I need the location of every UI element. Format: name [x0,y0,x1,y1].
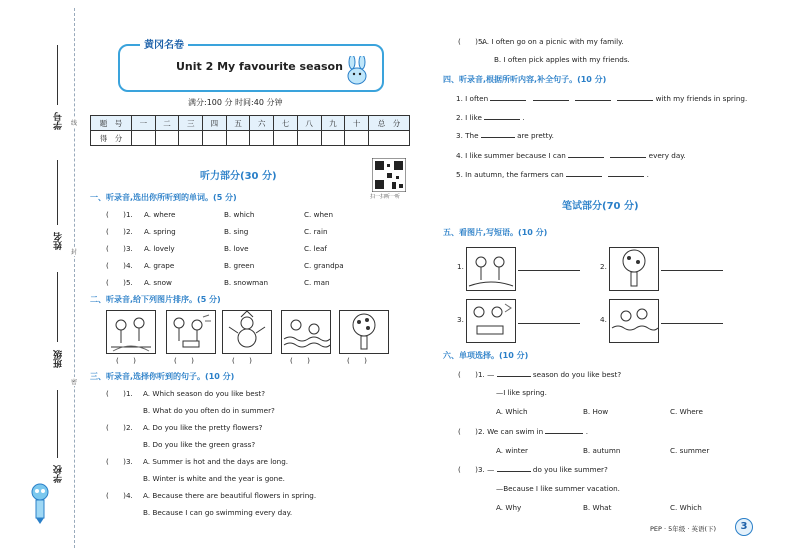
answer-blank[interactable] [484,119,520,120]
reply-text: —I like spring. [496,388,547,397]
student-id-line [57,45,58,105]
answer-blank[interactable] [490,100,526,101]
option-a: A. Do you like the pretty flowers? [143,423,263,432]
sentence-start: 5. In autumn, the farmers can [456,170,564,179]
pic-number: 4. [600,315,607,324]
qr-caption: 扫一扫听一听 [370,194,401,200]
section-1-title: 一、听录音,选出你所听到的单词。(5 分) [90,193,237,202]
picture-3 [222,310,272,354]
answer-paren-1[interactable]: ( ) [116,356,136,365]
table-cell: 十 [345,116,369,131]
cut-mark-secret: 密 [71,379,78,386]
option-b: B. Do you like the green grass? [143,440,256,449]
option-c: C. Which [670,503,702,512]
school-line [57,390,58,458]
option-b: B. green [224,261,255,270]
option-b: B. Because I can go swimming every day. [143,508,293,517]
fill-line-3 [456,131,554,140]
score-cell[interactable] [203,131,227,146]
option-a: A. Summer is hot and the days are long. [143,457,289,466]
picture-2 [166,310,216,354]
sentence-start: 3. The [456,131,479,140]
pic-number: 1. [457,262,464,271]
table-cell: 一 [132,116,156,131]
option-c: C. summer [670,446,710,455]
kids-flying-kites-picture-icon [467,248,515,290]
option-a: A. Why [496,503,522,512]
table-cell: 九 [321,116,345,131]
question-number: ( )2. [106,227,133,236]
option-a: A. snow [144,278,172,287]
page-number: 3 [735,518,753,536]
option-a: A. lovely [144,244,175,253]
table-cell: 得 分 [91,131,132,146]
fill-line-4 [456,151,686,160]
option-a: A. Which [496,407,528,416]
listening-title: 听力部分(30 分) [200,171,277,182]
student-id-label: 学号 [54,112,64,130]
class-label: 班级 [54,350,64,368]
phrase-picture-4 [609,299,659,343]
picture-5 [339,310,389,354]
question-number: ( )5. [106,278,133,287]
question-text: season do you like best? [532,370,622,379]
option-c: C. Where [670,407,703,416]
score-info: 满分:100 分 时间:40 分钟 [188,98,283,107]
brand-logo: 黄冈名卷 [140,36,188,51]
table-cell: 六 [250,116,274,131]
question-number: ( )4. [106,261,133,270]
option-b: B. autumn [583,446,621,455]
picking-apples-picture-icon [610,248,658,290]
sentence-start: 2. I like [456,113,482,122]
question-number: ( )5. [458,37,485,46]
mc-question-3 [458,465,608,475]
table-cell: 总 分 [369,116,410,131]
option-c: C. grandpa [304,261,344,270]
picnic-picture-icon [467,300,515,342]
option-b: B. love [224,244,249,253]
children-picnic-picture-icon [167,311,215,353]
pic-number: 3. [457,315,464,324]
question-number: ( )1. — [458,370,495,379]
option-a: A. I often go on a picnic with my family. [482,37,624,46]
qr-code-icon[interactable] [372,158,406,192]
picture-1 [106,310,156,354]
table-cell: 五 [226,116,250,131]
question-number: ( )3. [106,457,133,466]
question-number: ( )2. We can swim in [458,427,544,436]
option-b: B. sing [224,227,249,236]
option-a: A. spring [144,227,176,236]
score-table [90,115,410,146]
option-b: B. snowman [224,278,269,287]
rabbit-mascot-icon [342,56,372,86]
option-b: B. which [224,210,255,219]
question-number: ( )2. [106,423,133,432]
table-cell: 三 [179,116,203,131]
question-number: ( )4. [106,491,133,500]
kids-playing-picture-icon [107,311,155,353]
cut-mark-line: 线 [71,120,78,127]
snowman-picture-icon [223,311,271,353]
option-b: B. What do you often do in summer? [143,406,275,415]
score-cell[interactable] [132,131,156,146]
score-cell[interactable] [250,131,274,146]
fill-line-5 [456,170,649,179]
table-cell: 四 [203,116,227,131]
score-cell[interactable] [345,131,369,146]
answer-paren-2[interactable]: ( ) [174,356,194,365]
sentence-end: every day. [648,151,686,160]
answer-blank[interactable] [481,137,515,138]
question-number: ( )3. [106,244,133,253]
sentence-end: are pretty. [517,131,554,140]
score-table-score-row [91,131,410,146]
phrase-blank-1[interactable] [518,270,580,271]
section-5-title: 五、看图片,写短语。(10 分) [443,228,548,237]
section-2-title: 二、听录音,给下列图片排序。(5 分) [90,295,221,304]
answer-blank[interactable] [617,100,653,101]
class-line [57,272,58,342]
answer-blank[interactable] [608,176,644,177]
option-c: C. man [304,278,330,287]
phrase-blank-4[interactable] [661,323,723,324]
phrase-blank-3[interactable] [518,323,580,324]
question-number: ( )3. — [458,465,495,474]
answer-blank[interactable] [533,100,569,101]
apple-tree-picture-icon [340,311,388,353]
pic-number: 2. [600,262,607,271]
table-cell: 二 [155,116,179,131]
section-6-title: 六、单项选择。(10 分) [443,351,529,360]
cut-line [74,8,75,548]
answer-paren-5[interactable]: ( ) [347,356,367,365]
option-a: A. Because there are beautiful flowers in spring. [143,491,317,500]
score-cell[interactable] [155,131,179,146]
table-cell: 题 号 [91,116,132,131]
mc-question-2 [458,427,588,437]
reply-text: —Because I like summer vacation. [496,484,620,493]
answer-blank[interactable] [575,100,611,101]
picture-4 [281,310,331,354]
option-a: A. where [144,210,176,219]
section-3-title: 三、听录音,选择你听到的句子。(10 分) [90,372,235,381]
table-cell: 七 [274,116,298,131]
score-cell[interactable] [274,131,298,146]
period-text: . [585,427,589,436]
pencil-mascot-icon [20,480,60,525]
score-cell[interactable] [179,131,203,146]
school-label: 学校 [54,465,64,483]
swimming-picture-icon [610,300,658,342]
answer-paren-4[interactable]: ( ) [290,356,310,365]
swimming-picture-icon [282,311,330,353]
answer-blank[interactable] [568,157,604,158]
mc-question-1 [458,370,621,380]
name-label: 姓名 [54,232,64,250]
section-4-title: 四、听录音,根据所听内容,补全句子。(10 分) [443,75,607,84]
unit-title: Unit 2 My favourite season [176,60,343,73]
sentence-end: . [522,113,525,122]
answer-blank[interactable] [610,157,646,158]
table-cell: 八 [297,116,321,131]
fill-line-1 [456,94,747,103]
option-b: B. How [583,407,609,416]
option-a: A. grape [144,261,175,270]
option-c: C. when [304,210,333,219]
phrase-picture-2 [609,247,659,291]
answer-blank[interactable] [566,176,602,177]
answer-blank[interactable] [497,471,531,472]
option-b: B. Winter is white and the year is gone. [143,474,285,483]
option-a: A. Which season do you like best? [143,389,266,398]
cut-mark-seal: 封 [71,249,78,256]
score-table-header-row [91,116,410,131]
question-number: ( )1. [106,389,133,398]
footer-text: PEP · 5年级 · 英语(下) [650,525,717,533]
name-line [57,160,58,225]
score-cell[interactable] [297,131,321,146]
question-number: ( )1. [106,210,133,219]
option-a: A. winter [496,446,528,455]
score-cell[interactable] [226,131,250,146]
sentence-start: 1. I often [456,94,489,103]
option-c: C. rain [304,227,328,236]
option-b: B. I often pick apples with my friends. [494,55,630,64]
score-cell[interactable] [369,131,410,146]
score-cell[interactable] [321,131,345,146]
sentence-end: . [646,170,649,179]
sentence-start: 4. I like summer because I can [456,151,566,160]
phrase-blank-2[interactable] [661,270,723,271]
answer-blank[interactable] [497,376,531,377]
option-b: B. What [583,503,612,512]
phrase-picture-3 [466,299,516,343]
question-text: do you like summer? [532,465,608,474]
fill-line-2 [456,113,525,122]
answer-paren-3[interactable]: ( ) [232,356,252,365]
written-title: 笔试部分(70 分) [562,201,639,212]
option-c: C. leaf [304,244,327,253]
sentence-end: with my friends in spring. [655,94,748,103]
answer-blank[interactable] [545,433,583,434]
phrase-picture-1 [466,247,516,291]
